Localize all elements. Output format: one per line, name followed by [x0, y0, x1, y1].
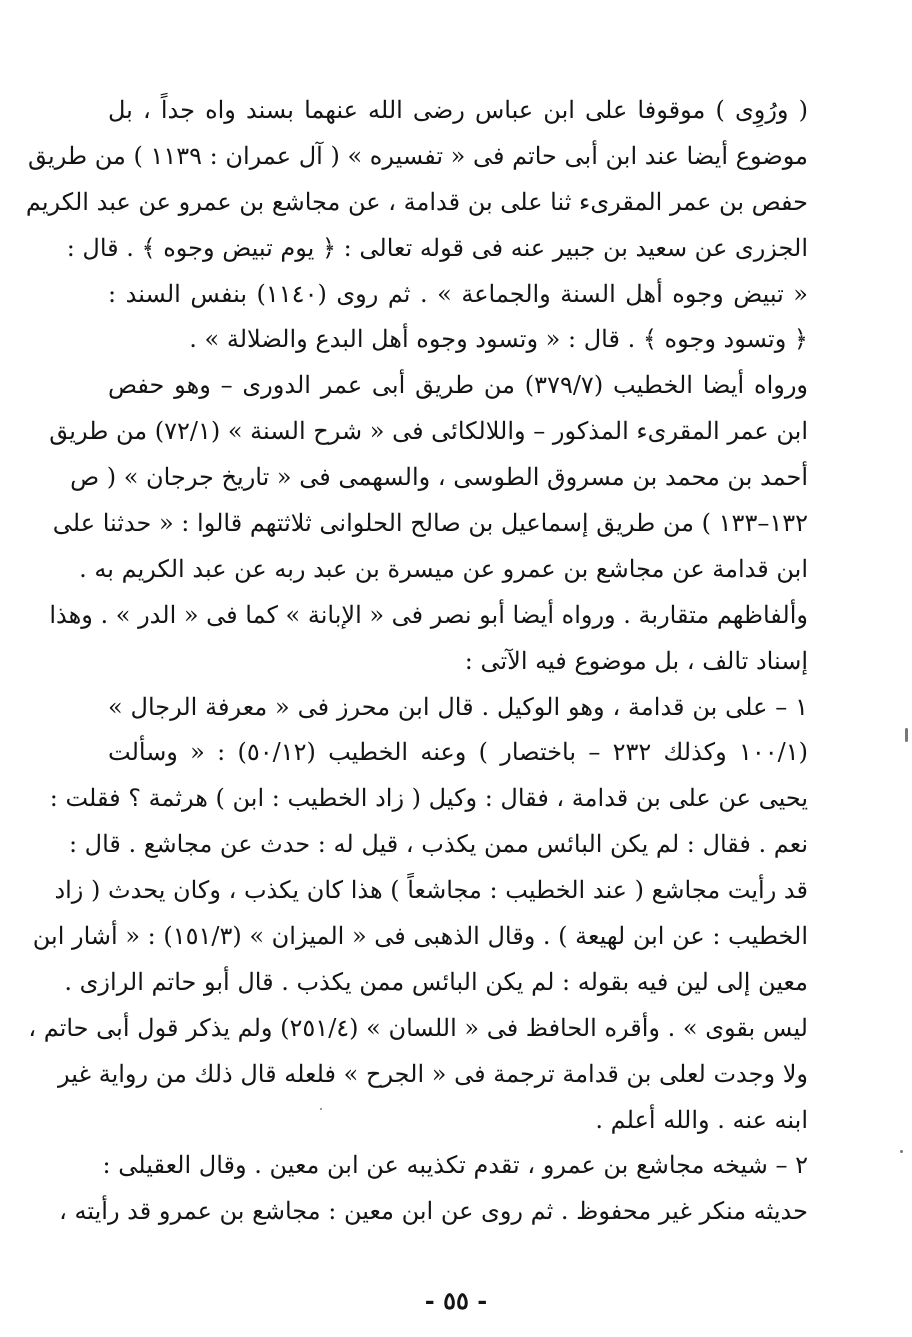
text-line: يحيى عن على بن قدامة ، فقال : وكيل ( زاد الخطيب : ابن ) هرثمة ؟ فقلت :	[49, 784, 808, 813]
text-line: ١ – على بن قدامة ، وهو الوكيل . قال ابن محرز فى « معرفة الرجال »	[108, 692, 808, 721]
text-line: ولا وجدت لعلى بن قدامة ترجمة فى « الجرح » فلعله قال ذلك من رواية غير	[58, 1059, 808, 1088]
text-line: قد رأيت مجاشع ( عند الخطيب : مجاشعاً ) هذا كان يكذب ، وكان يحدث ( زاد	[54, 876, 808, 905]
text-line: ابن قدامة عن مجاشع بن عمرو عن ميسرة بن عبد ربه عن عبد الكريم به .	[79, 554, 808, 583]
text-line: حفص بن عمر المقرىء ثنا على بن قدامة ، عن مجاشع بن عمرو عن عبد الكريم	[25, 187, 808, 216]
text-line: ابن عمر المقرىء المذكور – واللالكائى فى « شرح السنة » (٧٢/١) من طريق	[49, 417, 808, 446]
text-line: الخطيب : عن ابن لهيعة ) . وقال الذهبى فى « الميزان » (١٥١/٣) : « أشار ابن	[32, 922, 808, 951]
scan-speck	[905, 728, 908, 742]
text-line: ( ورُوِى ) موقوفا على ابن عباس رضى الله عنهما بسند واه جداً ، بل	[108, 96, 808, 124]
text-line: حديثه منكر غير محفوظ . ثم روى عن ابن معين : مجاشع بن عمرو قد رأيته ،	[59, 1197, 808, 1226]
text-line: ﴿ وتسود وجوه ﴾ . قال : « وتسود وجوه أهل البدع والضلالة » .	[189, 325, 808, 354]
text-line: ورواه أيضا الخطيب (٣٧٩/٧) من طريق أبى عمر الدورى – وهو حفص	[108, 371, 808, 400]
text-line: « تبيض وجوه أهل السنة والجماعة » . ثم روى (١١٤٠) بنفس السند :	[108, 279, 808, 308]
page-number: - ٥٥ -	[424, 1286, 488, 1315]
text-line: الجزرى عن سعيد بن جبير عنه فى قوله تعالى : ﴿ يوم تبيض وجوه ﴾ . قال :	[66, 233, 808, 262]
text-line: ١٣٢–١٣٣ ) من طريق إسماعيل بن صالح الحلوانى ثلاثتهم قالوا : « حدثنا على	[52, 509, 808, 538]
text-line: نعم . فقال : لم يكن البائس ممن يكذب ، قيل له : حدث عن مجاشع . قال :	[68, 830, 808, 859]
text-line: إسناد تالف ، بل موضوع فيه الآتى :	[464, 646, 808, 675]
text-line: ٢ – شيخه مجاشع بن عمرو ، تقدم تكذيبه عن ابن معين . وقال العقيلى :	[102, 1151, 808, 1180]
text-line: موضوع أيضا عند ابن أبى حاتم فى « تفسيره » ( آل عمران : ١١٣٩ ) من طريق	[28, 141, 808, 170]
scan-speck	[900, 1150, 903, 1153]
scan-speck	[320, 1108, 322, 1110]
text-line: وألفاظهم متقاربة . ورواه أيضا أبو نصر فى « الإبانة » كما فى « الدر » . وهذا	[49, 600, 808, 629]
text-line: أحمد بن محمد بن مسروق الطوسى ، والسهمى فى « تاريخ جرجان » ( ص	[70, 463, 808, 492]
text-line: (١٠٠/١ وكذلك ٢٣٢ – باختصار ) وعنه الخطيب (٥٠/١٢) : « وسألت	[108, 738, 808, 767]
page-text	[25, 88, 808, 1235]
text-line: ليس بقوى » . وأقره الحافظ فى « اللسان » (٢٥١/٤) ولم يذكر قول أبى حاتم ،	[28, 1013, 808, 1042]
text-line: معين إلى لين فيه بقوله : لم يكن البائس ممن يكذب . قال أبو حاتم الرازى .	[64, 967, 808, 996]
text-line: ابنه عنه . والله أعلم .	[595, 1105, 808, 1134]
